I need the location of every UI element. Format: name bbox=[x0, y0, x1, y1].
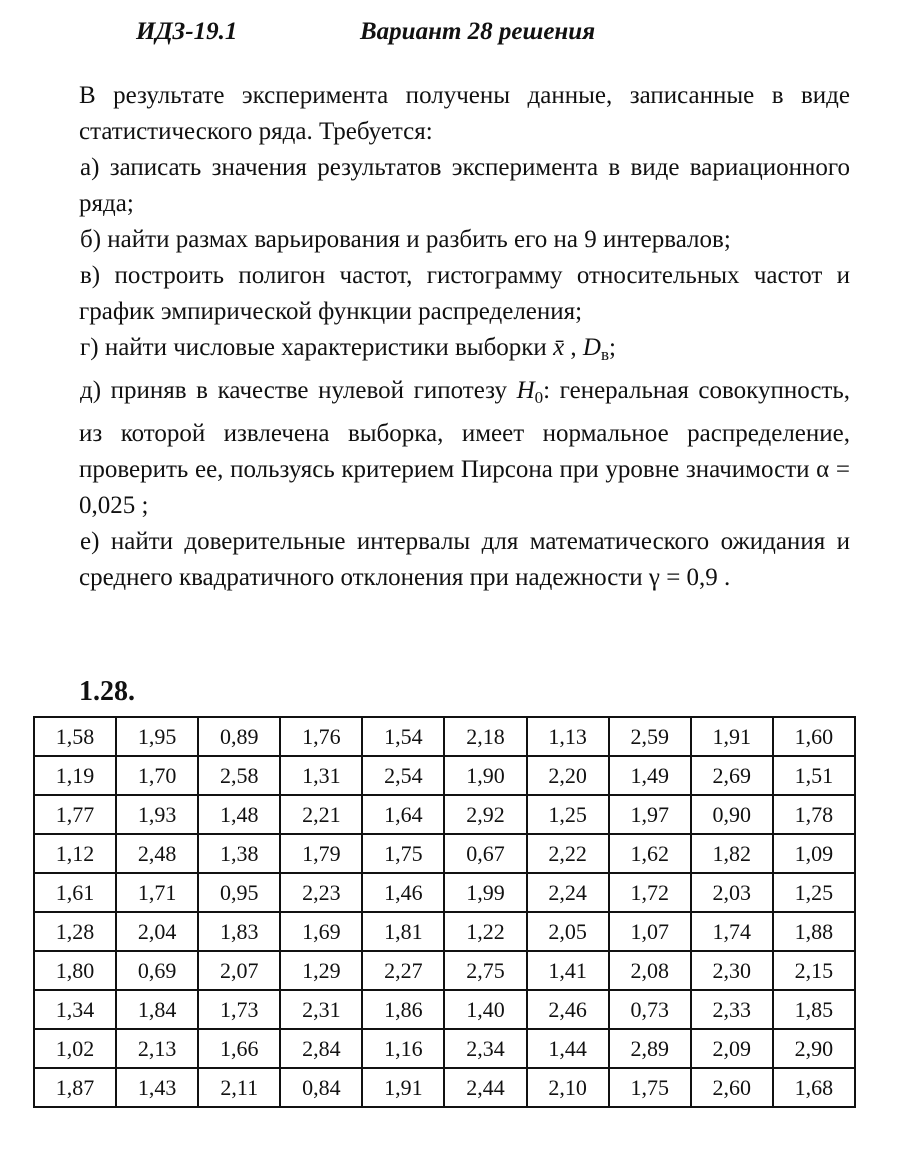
table-row bbox=[34, 1068, 855, 1107]
table-cell: 1,86 bbox=[362, 990, 444, 1029]
table-cell: 2,33 bbox=[691, 990, 773, 1029]
table-cell: 1,97 bbox=[609, 795, 691, 834]
table-cell: 1,77 bbox=[34, 795, 116, 834]
assignment-code: ИДЗ-19.1 bbox=[136, 18, 238, 45]
table-cell: 1,90 bbox=[444, 756, 526, 795]
table-row bbox=[34, 873, 855, 912]
table-cell: 2,34 bbox=[444, 1029, 526, 1068]
table-cell: 1,76 bbox=[280, 717, 362, 756]
table-cell: 2,09 bbox=[691, 1029, 773, 1068]
table-cell: 2,30 bbox=[691, 951, 773, 990]
table-cell: 1,91 bbox=[691, 717, 773, 756]
table-cell: 2,15 bbox=[773, 951, 855, 990]
table-cell: 1,44 bbox=[527, 1029, 609, 1068]
table-cell: 2,27 bbox=[362, 951, 444, 990]
table-cell: 2,48 bbox=[116, 834, 198, 873]
task-item-d: г) найти числовые характеристики выборки x̄ , $D_в$; bbox=[80, 334, 616, 364]
table-row bbox=[34, 717, 855, 756]
table-cell: 0,73 bbox=[609, 990, 691, 1029]
table-cell: 1,99 bbox=[444, 873, 526, 912]
table-cell: 2,04 bbox=[116, 912, 198, 951]
null-hypothesis-symbol bbox=[516, 377, 544, 407]
table-cell: 1,02 bbox=[34, 1029, 116, 1068]
table-cell: 2,75 bbox=[444, 951, 526, 990]
table-cell: 2,31 bbox=[280, 990, 362, 1029]
table-cell: 1,58 bbox=[34, 717, 116, 756]
table-cell: 1,85 bbox=[773, 990, 855, 1029]
table-cell: 1,41 bbox=[527, 951, 609, 990]
hypothesis-subscript: 0 bbox=[534, 388, 544, 407]
task-intro: В результате эксперимента получены данные, записанные в виде статистического ряда. Требуется: bbox=[79, 82, 850, 145]
table-cell: 2,07 bbox=[198, 951, 280, 990]
table-cell: 2,54 bbox=[362, 756, 444, 795]
table-cell: 0,67 bbox=[444, 834, 526, 873]
significance-level: α = 0,025 bbox=[79, 456, 851, 519]
table-cell: 1,54 bbox=[362, 717, 444, 756]
task-item-c: в) построить полигон частот, гистограмму относительных частот и график эмпирической функции распределения; bbox=[79, 262, 850, 325]
table-cell: 1,82 bbox=[691, 834, 773, 873]
table-cell: 1,74 bbox=[691, 912, 773, 951]
page-header bbox=[0, 12, 910, 52]
table-cell: 2,84 bbox=[280, 1029, 362, 1068]
table-cell: 1,34 bbox=[34, 990, 116, 1029]
table-cell: 1,80 bbox=[34, 951, 116, 990]
table-cell: 1,68 bbox=[773, 1068, 855, 1107]
table-cell: 1,75 bbox=[362, 834, 444, 873]
table-cell: 0,84 bbox=[280, 1068, 362, 1107]
table-cell: 1,91 bbox=[362, 1068, 444, 1107]
table-cell: 1,66 bbox=[198, 1029, 280, 1068]
table-cell: 1,81 bbox=[362, 912, 444, 951]
table-cell: 1,88 bbox=[773, 912, 855, 951]
table-row bbox=[34, 834, 855, 873]
table-cell: 1,51 bbox=[773, 756, 855, 795]
table-cell: 0,95 bbox=[198, 873, 280, 912]
table-cell: 2,11 bbox=[198, 1068, 280, 1107]
table-row bbox=[34, 795, 855, 834]
table-cell: 1,95 bbox=[116, 717, 198, 756]
table-cell: 1,83 bbox=[198, 912, 280, 951]
table-cell: 2,03 bbox=[691, 873, 773, 912]
reliability-level: γ = 0,9 bbox=[648, 564, 718, 591]
table-cell: 2,60 bbox=[691, 1068, 773, 1107]
task-item-f-text: е) найти доверительные интервалы для математического ожидания и среднего квадратичного отклонения при надежности bbox=[79, 528, 850, 591]
table-cell: 2,46 bbox=[527, 990, 609, 1029]
table-cell: 2,08 bbox=[609, 951, 691, 990]
task-item-b: б) найти размах варьирования и разбить его на 9 интервалов; bbox=[80, 226, 731, 253]
table-cell: 1,16 bbox=[362, 1029, 444, 1068]
table-row bbox=[34, 912, 855, 951]
table-cell: 1,46 bbox=[362, 873, 444, 912]
sample-variance-symbol bbox=[582, 334, 610, 364]
table-cell: 1,25 bbox=[773, 873, 855, 912]
table-cell: 1,79 bbox=[280, 834, 362, 873]
task-item-e-prefix: д) приняв в качестве нулевой гипотезу bbox=[80, 377, 507, 404]
table-cell: 0,69 bbox=[116, 951, 198, 990]
table-cell: 1,87 bbox=[34, 1068, 116, 1107]
table-cell: 1,75 bbox=[609, 1068, 691, 1107]
table-cell: 1,09 bbox=[773, 834, 855, 873]
table-cell: 1,28 bbox=[34, 912, 116, 951]
table-row bbox=[34, 756, 855, 795]
table-cell: 1,31 bbox=[280, 756, 362, 795]
table-cell: 1,78 bbox=[773, 795, 855, 834]
table-cell: 2,58 bbox=[198, 756, 280, 795]
hypothesis-letter: H bbox=[516, 377, 535, 404]
table-cell: 2,92 bbox=[444, 795, 526, 834]
table-cell: 1,07 bbox=[609, 912, 691, 951]
problem-number: 1.28. bbox=[79, 676, 135, 707]
table-cell: 2,59 bbox=[609, 717, 691, 756]
table-cell: 1,48 bbox=[198, 795, 280, 834]
task-item-e-text: : генеральная совокупность, из которой извлечена выборка, имеет нормальное распределение, проверить ее, пользуясь критерием Пирсона при уровне значимости bbox=[79, 377, 851, 483]
table-cell: 2,20 bbox=[527, 756, 609, 795]
data-table bbox=[33, 716, 856, 1108]
sample-mean-symbol: x̄ bbox=[553, 334, 565, 361]
table-cell: 1,93 bbox=[116, 795, 198, 834]
table-cell: 2,13 bbox=[116, 1029, 198, 1068]
table-cell: 2,90 bbox=[773, 1029, 855, 1068]
table-cell: 1,61 bbox=[34, 873, 116, 912]
table-cell: 2,44 bbox=[444, 1068, 526, 1107]
table-cell: 1,49 bbox=[609, 756, 691, 795]
table-row bbox=[34, 1029, 855, 1068]
table-cell: 1,64 bbox=[362, 795, 444, 834]
table-cell: 2,69 bbox=[691, 756, 773, 795]
table-cell: 2,18 bbox=[444, 717, 526, 756]
task-text bbox=[79, 78, 850, 596]
table-cell: 2,22 bbox=[527, 834, 609, 873]
data-table-body bbox=[34, 717, 855, 1107]
table-cell: 1,38 bbox=[198, 834, 280, 873]
table-cell: 2,89 bbox=[609, 1029, 691, 1068]
table-cell: 1,70 bbox=[116, 756, 198, 795]
task-item-f: е) найти доверительные интервалы для математического ожидания и среднего квадратичного отклонения при надежности γ = 0,9 . bbox=[79, 528, 850, 591]
table-cell: 1,40 bbox=[444, 990, 526, 1029]
table-row bbox=[34, 990, 855, 1029]
table-cell: 1,25 bbox=[527, 795, 609, 834]
table-cell: 1,13 bbox=[527, 717, 609, 756]
table-row bbox=[34, 951, 855, 990]
table-cell: 2,24 bbox=[527, 873, 609, 912]
table-cell: 1,71 bbox=[116, 873, 198, 912]
table-cell: 1,19 bbox=[34, 756, 116, 795]
table-cell: 1,43 bbox=[116, 1068, 198, 1107]
table-cell: 2,10 bbox=[527, 1068, 609, 1107]
task-item-d-text: г) найти числовые характеристики выборки bbox=[80, 334, 547, 361]
table-cell: 1,62 bbox=[609, 834, 691, 873]
table-cell: 2,21 bbox=[280, 795, 362, 834]
table-cell: 0,90 bbox=[691, 795, 773, 834]
table-cell: 1,29 bbox=[280, 951, 362, 990]
table-cell: 1,69 bbox=[280, 912, 362, 951]
table-cell: 1,12 bbox=[34, 834, 116, 873]
table-cell: 1,60 bbox=[773, 717, 855, 756]
variance-letter: D bbox=[582, 334, 601, 361]
table-cell: 1,22 bbox=[444, 912, 526, 951]
task-item-a: а) записать значения результатов эксперимента в виде вариационного ряда; bbox=[79, 154, 850, 217]
table-cell: 1,72 bbox=[609, 873, 691, 912]
table-cell: 2,05 bbox=[527, 912, 609, 951]
variant-title: Вариант 28 решения bbox=[360, 18, 596, 45]
variance-subscript: в bbox=[600, 345, 610, 364]
table-cell: 2,23 bbox=[280, 873, 362, 912]
table-cell: 0,89 bbox=[198, 717, 280, 756]
table-cell: 1,84 bbox=[116, 990, 198, 1029]
table-cell: 1,73 bbox=[198, 990, 280, 1029]
task-item-e: д) приняв в качестве нулевой гипотезу $H_0$: генеральная совокупность, из которой извлечена выборка, имеет нормальное распределение, проверить ее, пользуясь критерием Пирсона при уровне значимости α = 0,025 ; bbox=[79, 377, 851, 519]
